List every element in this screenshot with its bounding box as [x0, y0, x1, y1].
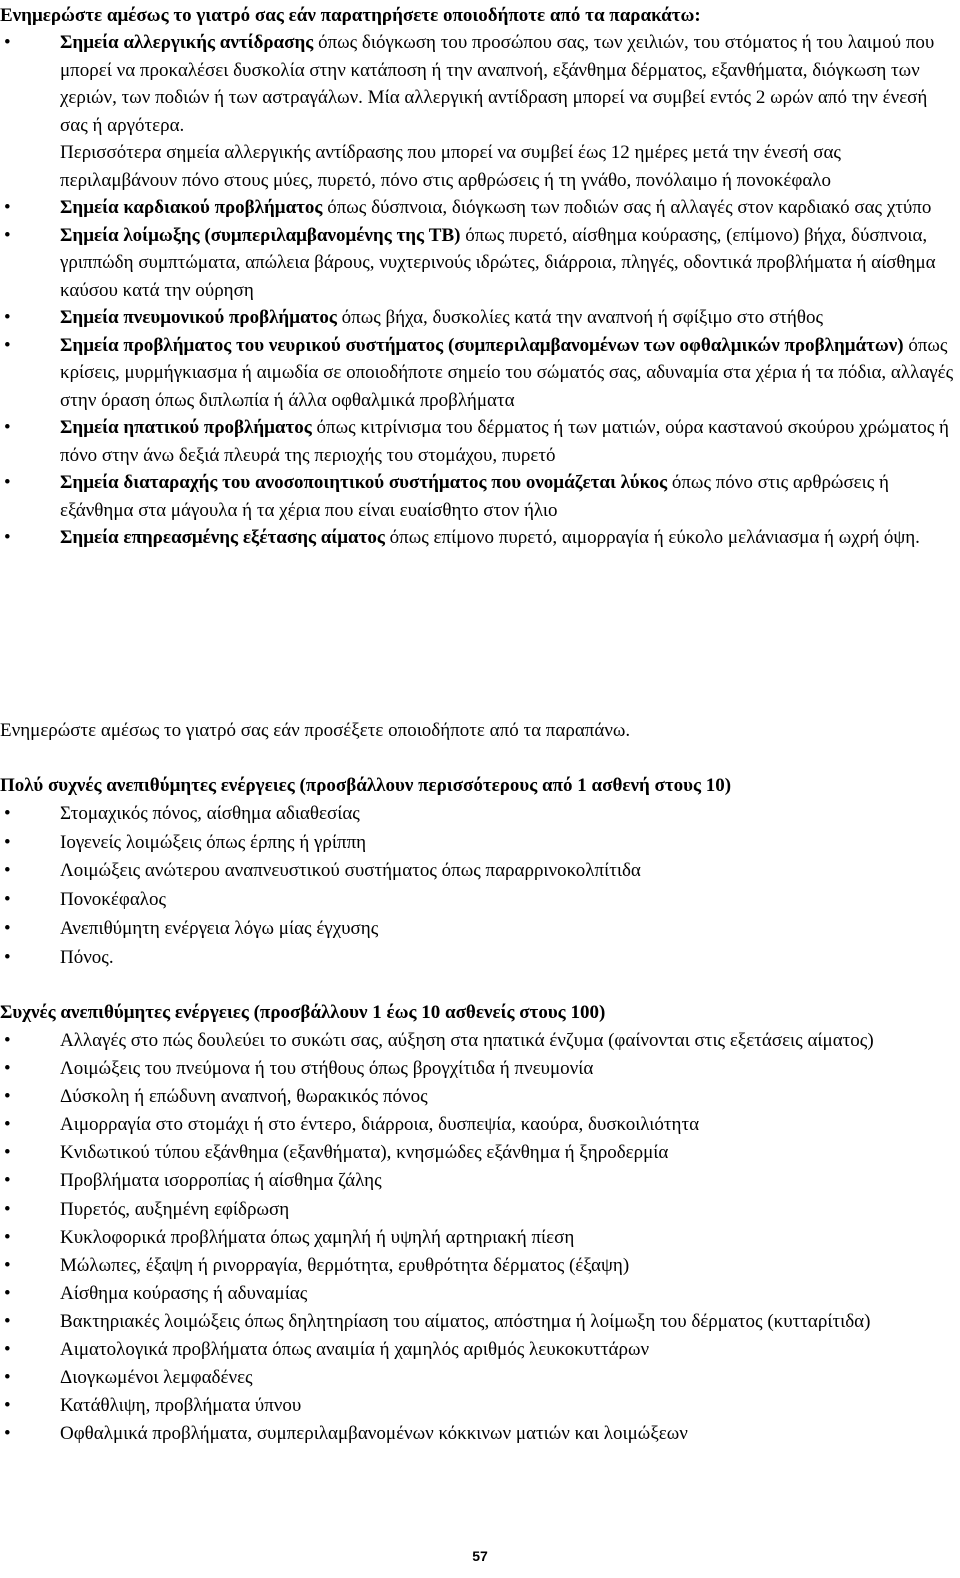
item-bold: Σημεία επηρεασμένης εξέτασης αίματος: [60, 527, 385, 548]
list-item: • Ιογενείς λοιμώξεις όπως έρπης ή γρίππη: [0, 829, 955, 858]
list-item: [0, 332, 955, 415]
item-text: όπως πόνο στις αρθρώσεις ή εξάνθημα στα μάγουλα ή τα χέρια που είναι ευαίσθητο στον ήλιο: [60, 472, 889, 521]
item-text: όπως διόγκωση του προσώπου σας, των χειλιών, του στόματος ή του λαιμού που μπορεί να προκαλέσει δυσκολία στην κατάποση ή την αναπνοή, εξάνθημα δέρματος, εξανθήματα, διόγκωση των χεριών, των ποδιών ή των αστραγάλων. Μία αλλεργική αντίδραση μπορεί να συμβεί εντός 2 ωρών από την ένεσή σας ή αργότερα.: [60, 32, 935, 136]
list-item: • Κυκλοφορικά προβλήματα όπως χαμηλή ή υψηλή αρτηριακή πίεση: [0, 1224, 955, 1252]
list-item: [0, 222, 955, 305]
list-item: • Αιματολογικά προβλήματα όπως αναιμία ή χαμηλός αριθμός λευκοκυττάρων: [0, 1336, 955, 1364]
list-item: [0, 29, 955, 194]
list-item: • Λοιμώξεις ανώτερου αναπνευστικού συστήματος όπως παραρρινοκολπίτιδα: [0, 857, 955, 886]
item-text: όπως κρίσεις, μυρμήγκιασμα ή αιμωδία σε οποιοδήποτε σημείο του σώματός σας, αδυναμία στα χέρια ή τα πόδια, αλλαγές στην όραση όπως διπλωπία ή άλλα οφθαλμικά προβλήματα: [60, 334, 954, 411]
list-item: • Διογκωμένοι λεμφαδένες: [0, 1364, 955, 1392]
list-item: [0, 414, 955, 469]
item-bold: Σημεία ηπατικού προβλήματος: [60, 417, 312, 438]
item-bold: Σημεία διαταραχής του ανοσοποιητικού συστήματος που ονομάζεται λύκος: [60, 472, 668, 493]
list-item: • Ανεπιθύμητη ενέργεια λόγω μίας έγχυσης: [0, 915, 955, 944]
item-text: όπως πυρετό, αίσθημα κούρασης, (επίμονο) βήχα, δύσπνοια, γριππώδη συμπτώματα, απώλεια βάρους, νυχτερινούς ιδρώτες, διάρροια, πληγές, οδοντικά προβλήματα ή αίσθημα καύσου κατά την ούρηση: [60, 224, 936, 301]
item-bold: Σημεία λοίμωξης (συμπεριλαμβανομένης της TB): [60, 224, 461, 246]
common-heading: Συχνές ανεπιθύμητες ενέργειες (προσβάλλουν 1 έως 10 ασθενείς στους 100): [0, 1002, 606, 1023]
item-bold: Σημεία αλλεργικής αντίδρασης: [60, 32, 314, 53]
item-bold: Σημεία προβλήματος του νευρικού συστήματος (συμπεριλαμβανομένων των οφθαλμικών προβλημάτων): [60, 334, 904, 356]
list-item: • Προβλήματα ισορροπίας ή αίσθημα ζάλης: [0, 1167, 955, 1195]
item-bold: Σημεία πνευμονικού προβλήματος: [60, 307, 337, 328]
list-item: • Μώλωπες, έξαψη ή ρινορραγία, θερμότητα, ερυθρότητα δέρματος (έξαψη): [0, 1252, 955, 1280]
list-item: [0, 469, 955, 524]
list-item: [0, 194, 955, 222]
list-item: • Οφθαλμικά προβλήματα, συμπεριλαμβανομένων κόκκινων ματιών και λοιμώξεων: [0, 1420, 955, 1448]
list-item: • Κνιδωτικού τύπου εξάνθημα (εξανθήματα), κνησμώδες εξάνθημα ή ξηροδερμία: [0, 1139, 955, 1167]
list-item: • Πόνος.: [0, 944, 955, 973]
intro-heading: Ενημερώστε αμέσως το γιατρό σας εάν παρατηρήσετε οποιοδήποτε από τα παρακάτω:: [0, 5, 701, 26]
very-common-list: [0, 800, 955, 972]
list-item: • Δύσκολη ή επώδυνη αναπνοή, θωρακικός πόνος: [0, 1083, 955, 1111]
item-bold: Σημεία καρδιακού προβλήματος: [60, 197, 323, 218]
list-item: • Βακτηριακές λοιμώξεις όπως δηλητηρίαση του αίματος, απόστημα ή λοίμωξη του δέρματος (κυτταρίτιδα): [0, 1308, 955, 1336]
list-item: • Πυρετός, αυξημένη εφίδρωση: [0, 1196, 955, 1224]
list-item: • Αιμορραγία στο στομάχι ή στο έντερο, διάρροια, δυσπεψία, καούρα, δυσκοιλιότητα: [0, 1111, 955, 1139]
list-item: [0, 524, 955, 552]
item-extra: Περισσότερα σημεία αλλεργικής αντίδρασης που μπορεί να συμβεί έως 12 ημέρες μετά την ένεσή σας περιλαμβάνουν πόνο στους μύες, πυρετό, πόνο στις αρθρώσεις ή τη γνάθο, πονόλαιμο ή πονοκέφαλο: [60, 142, 841, 191]
list-item: • Αίσθημα κούρασης ή αδυναμίας: [0, 1280, 955, 1308]
very-common-heading: Πολύ συχνές ανεπιθύμητες ενέργειες (προσβάλλουν περισσότερους από 1 ασθενή στους 10): [0, 775, 732, 796]
common-list: [0, 1027, 955, 1448]
item-text: όπως κιτρίνισμα του δέρματος ή των ματιών, ούρα καστανού σκούρου χρώματος ή πόνο στην άνω δεξιά πλευρά της περιοχής του στομάχου, πυρετό: [60, 417, 949, 466]
page-number: 57: [472, 1548, 488, 1564]
list-item: • Πονοκέφαλος: [0, 886, 955, 915]
list-item: • Στομαχικός πόνος, αίσθημα αδιαθεσίας: [0, 800, 955, 829]
item-text: όπως επίμονο πυρετό, αιμορραγία ή εύκολο μελάνιασμα ή ωχρή όψη.: [384, 527, 920, 548]
list-item: • Κατάθλιψη, προβλήματα ύπνου: [0, 1392, 955, 1420]
list-item: • Λοιμώξεις του πνεύμονα ή του στήθους όπως βρογχίτιδα ή πνευμονία: [0, 1055, 955, 1083]
after-serious-note: Ενημερώστε αμέσως το γιατρό σας εάν προσέξετε οποιοδήποτε από τα παραπάνω.: [0, 720, 631, 741]
item-text: όπως δύσπνοια, διόγκωση των ποδιών σας ή αλλαγές στον καρδιακό σας χτύπο: [322, 197, 932, 218]
item-text: όπως βήχα, δυσκολίες κατά την αναπνοή ή σφίξιμο στο στήθος: [336, 307, 823, 328]
serious-signs-list: [0, 29, 955, 552]
list-item: [0, 304, 955, 332]
list-item: • Αλλαγές στο πώς δουλεύει το συκώτι σας, αύξηση στα ηπατικά ένζυμα (φαίνονται στις εξετάσεις αίματος): [0, 1027, 955, 1055]
